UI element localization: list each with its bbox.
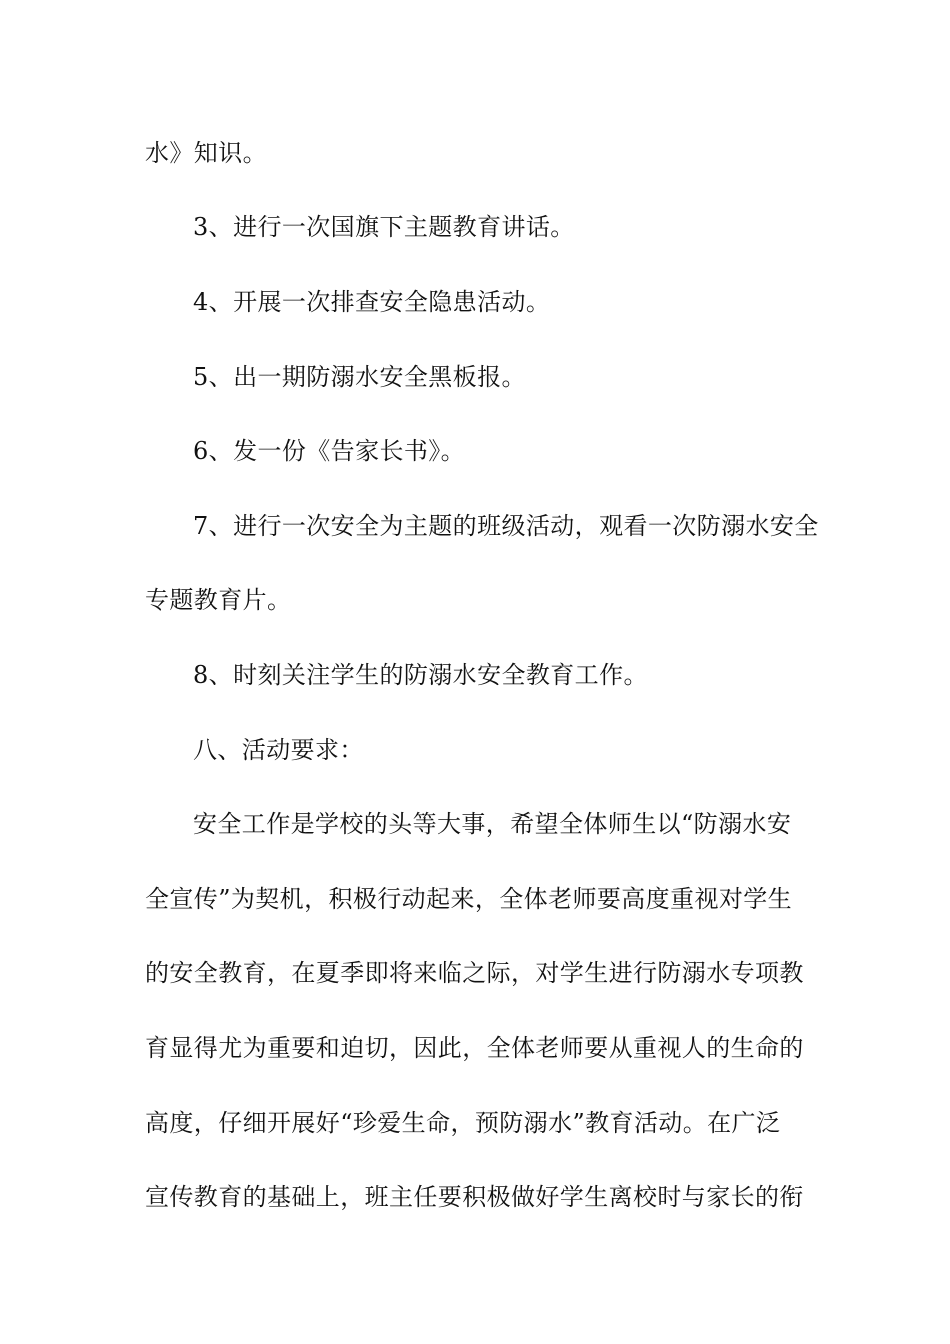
list-item-5: 5、出一期防溺水安全黑板报。 [193,363,526,391]
list-item-7-continued: 专题教育片。 [145,586,292,614]
list-item-8: 8、时刻关注学生的防溺水安全教育工作。 [193,661,648,689]
list-item-4: 4、开展一次排查安全隐患活动。 [193,288,551,316]
list-item-3: 3、进行一次国旗下主题教育讲话。 [193,213,575,241]
list-item-7: 7、进行一次安全为主题的班级活动，观看一次防溺水安全 [193,512,819,540]
paragraph-line-3: 的安全教育，在夏季即将来临之际，对学生进行防溺水专项教 [145,959,804,987]
paragraph-line-1: 安全工作是学校的头等大事，希望全体师生以“防溺水安 [193,810,792,838]
paragraph-line-6: 宣传教育的基础上，班主任要积极做好学生离校时与家长的衔 [145,1183,804,1211]
text-line-1: 水》知识。 [145,139,267,167]
list-item-6: 6、发一份《告家长书》。 [193,437,466,465]
paragraph-line-5: 高度，仔细开展好“珍爱生命，预防溺水”教育活动。在广泛 [145,1109,781,1137]
paragraph-line-4: 育显得尤为重要和迫切，因此，全体老师要从重视人的生命的 [145,1034,804,1062]
paragraph-line-2: 全宣传”为契机，积极行动起来，全体老师要高度重视对学生 [145,885,793,913]
section-heading-8: 八、活动要求： [193,736,364,764]
